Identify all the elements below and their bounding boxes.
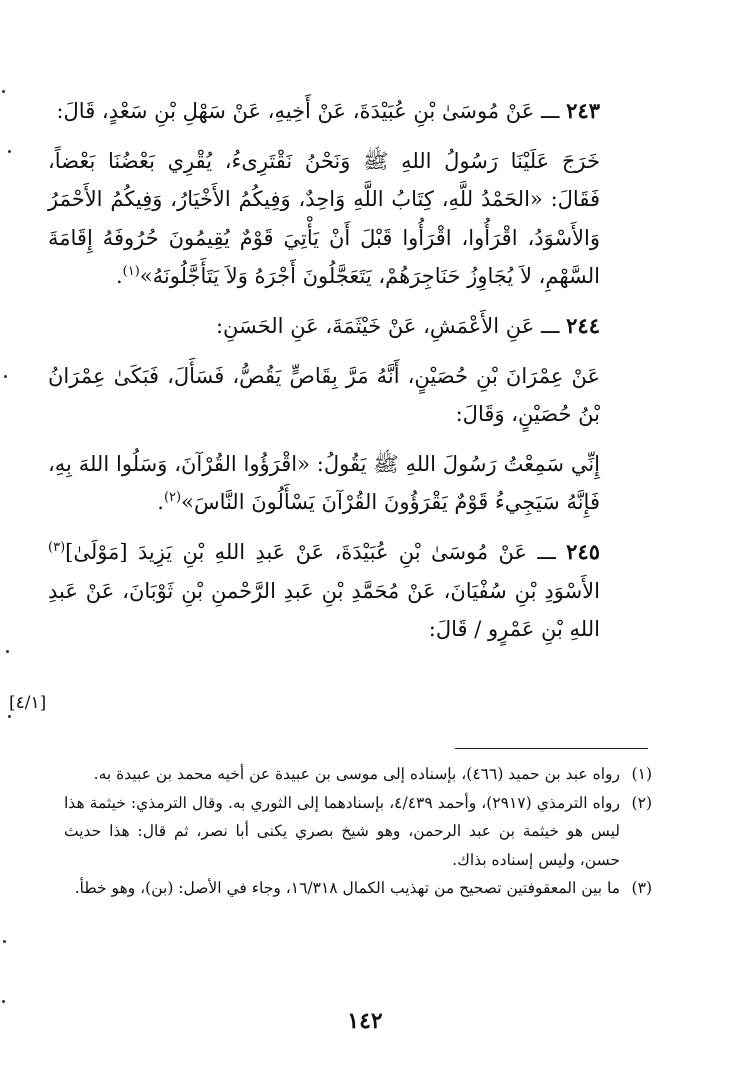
page-number: ١٤٢: [347, 1008, 383, 1034]
footnote-separator: [455, 748, 648, 749]
hadith-number: ٢٤٣: [566, 98, 600, 123]
footnotes: [64, 760, 652, 903]
dash: ـــ: [537, 539, 556, 564]
hadith-245-isnad: [48, 533, 600, 649]
margin-dot: [8, 715, 11, 718]
footnote: [64, 760, 652, 789]
dash: ـــ: [541, 313, 560, 338]
margin-dot: [2, 1000, 5, 1003]
main-text: [48, 92, 600, 660]
footnote: [64, 789, 652, 875]
isnad-text-continued: الأَسْوَدِ بْنِ سُفْيَانَ، عَنْ مُحَمَّدِ بْنِ عَبدِ الرَّحْمنِ بْنِ ثَوْبَانَ، عَنْ عَبدِ اللهِ بْنِ عَمْرٍو / قَالَ:: [48, 578, 600, 642]
hadith-number: ٢٤٥: [566, 538, 600, 564]
margin-dot: [2, 90, 5, 93]
manuscript-folio-reference: [٤/١]: [9, 693, 47, 713]
footnote-ref: (٢): [163, 490, 182, 506]
margin-dot: [4, 375, 7, 378]
hadith-244-isnad: [48, 307, 600, 346]
full-stop: .: [157, 490, 164, 515]
hadith-number: ٢٤٤: [566, 312, 600, 338]
footnote-number: (١): [631, 765, 652, 783]
margin-dot: [8, 150, 11, 153]
footnote: [64, 874, 652, 903]
isnad-text: عَنْ مُوسَىٰ بْنِ عُبَيْدَةَ، عَنْ عَبدِ اللهِ بْنِ يَزِيدَ [مَوْلَىٰ]: [65, 539, 528, 564]
hadith-244-matn: [48, 445, 600, 522]
isnad-text: عَنْ مُوسَىٰ بْنِ عُبَيْدَةَ، عَنْ أَخِيهِ، عَنْ سَهْلِ بْنِ سَعْدٍ، قَالَ:: [56, 99, 535, 123]
margin-dot: [6, 650, 9, 653]
isnad-text: عَنِ الأَعْمَشِ، عَنْ خَيْثَمَةَ، عَنِ الحَسَنِ:: [215, 313, 535, 338]
matn-text: خَرَجَ عَلَيْنَا رَسُولُ اللهِ ﷺ وَنَحْنُ نَقْتَرِىءُ، يُقْرِي بَعْضُنَا بَعْضاً، فَقَالَ: «الحَمْدُ للَّهِ، كِتَابُ اللَّهِ وَاحِدٌ، وَفِيكُمُ الأَخْيَارُ، وَفِيكُمُ الأَحْمَرُ وَالأَسْوَدُ، اقْرَأُوا، اقْرَأُوا قَبْلَ أَنْ يَأْتِيَ قَوْمٌ يُقِيمُونَ حُرُوفَهُ إِقَامَةَ السَّهْمِ، لاَ يُجَاوِزُ حَنَاجِرَهُمْ، يَتَعَجَّلُونَ أَجْرَهُ وَلاَ يَتَأَجَّلُونَهُ»: [48, 148, 600, 289]
margin-dot: [3, 940, 6, 943]
dash: ـــ: [541, 99, 560, 123]
footnote-text: رواه الترمذي (٢٩١٧)، وأحمد ٤/٤٣٩، بإسنادهما إلى الثوري به. وقال الترمذي: خيثمة هذا ليس هو خيثمة بن عبد الرحمن، وهو شيخ بصري يكنى أبا نصر، ثم قال: هذا حديث حسن، وليس إسناده بذاك.: [64, 793, 620, 869]
footnote-ref: (٣): [48, 539, 66, 555]
footnote-ref: (١): [122, 264, 140, 280]
full-stop: .: [115, 264, 123, 289]
footnote-number: (٢): [631, 793, 652, 812]
footnote-number: (٣): [631, 879, 652, 897]
hadith-244-narration: [48, 357, 600, 434]
hadith-243-isnad: [48, 92, 600, 131]
hadith-243-matn: [48, 142, 600, 296]
footnote-text: رواه عبد بن حميد (٤٦٦)، بإسناده إلى موسى بن عبيدة عن أخيه محمد بن عبيدة به.: [93, 765, 620, 783]
footnote-text: ما بين المعقوفتين تصحيح من تهذيب الكمال ١٦/٣١٨، وجاء في الأصل: (بن)، وهو خطأ.: [74, 879, 620, 897]
narration-text: عَنْ عِمْرَانَ بْنِ حُصَيْنٍ، أَنَّهُ مَرَّ بِقَاصٍّ يَقُصُّ، فَسَأَلَ، فَبَكَىٰ عِمْرَانُ بْنُ حُصَيْنٍ، وَقَالَ:: [48, 363, 600, 427]
matn-text: إِنِّي سَمِعْتُ رَسُولَ اللهِ ﷺ يَقُولُ: «اقْرَؤُوا القُرْآنَ، وَسَلُوا اللهَ بِهِ، فَإِنَّهُ سَيَجِيءُ قَوْمٌ يَقْرَؤُونَ القُرْآنَ يَسْأَلُونَ النَّاسَ»: [48, 451, 600, 515]
